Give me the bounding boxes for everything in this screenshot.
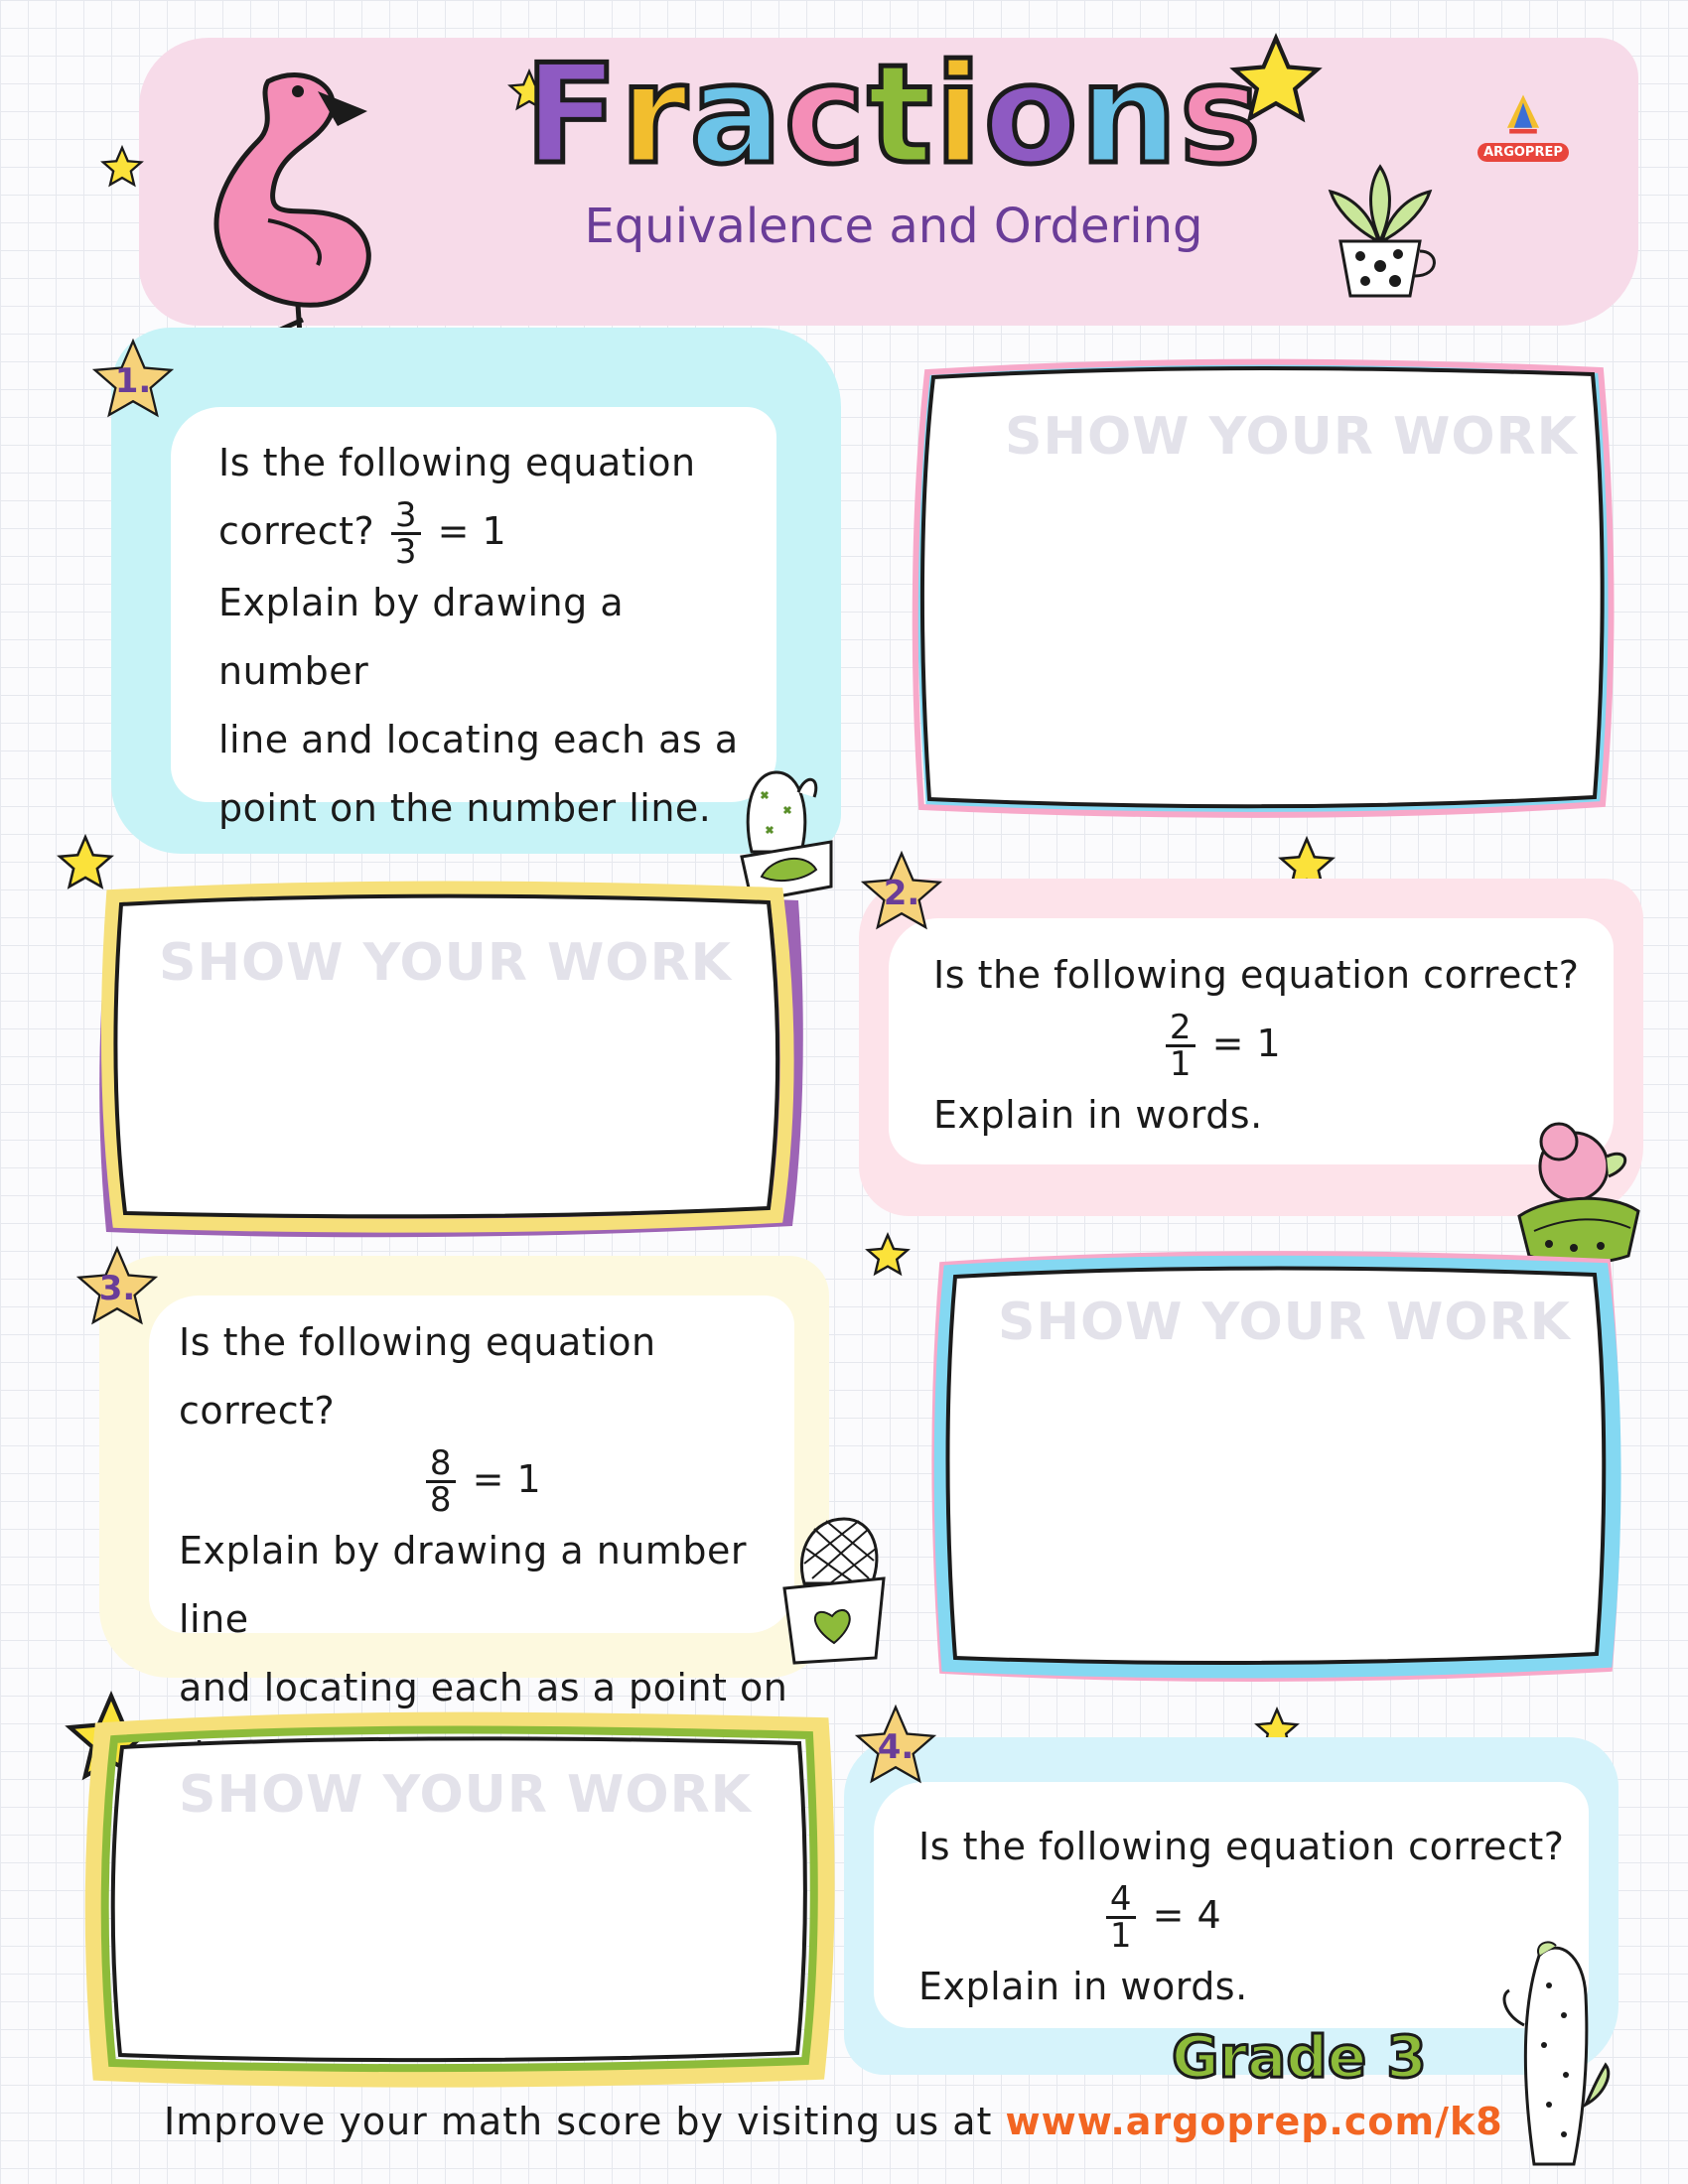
- question-number: 2.: [883, 874, 920, 913]
- numerator: 4: [1106, 1882, 1136, 1919]
- title-letter: o: [983, 35, 1080, 195]
- text-line: Explain in words.: [933, 1093, 1263, 1137]
- title-letter: n: [1079, 35, 1180, 195]
- equation-line: [218, 495, 774, 572]
- grade-label: Grade 3: [1172, 2023, 1427, 2091]
- text-line: Explain in words.: [918, 1965, 1248, 2008]
- footer-text: Improve your math score by visiting us at: [164, 2100, 993, 2143]
- cactus-heart-pot-icon: [765, 1509, 904, 1668]
- text-line: Is the following equation: [218, 441, 696, 484]
- question-number: 3.: [98, 1269, 136, 1308]
- star-icon: [99, 144, 145, 190]
- work-box-3-label: SHOW YOUR WORK: [998, 1293, 1571, 1352]
- title-letter: s: [1179, 35, 1263, 195]
- footer-link[interactable]: www.argoprep.com/k8: [1005, 2100, 1503, 2143]
- title-letter: t: [867, 35, 935, 195]
- text-line: and locating each as a point on: [179, 1666, 788, 1709]
- denominator: 1: [1169, 1044, 1192, 1084]
- title-letter: r: [620, 35, 690, 195]
- logo-icon: [1500, 91, 1546, 137]
- question-2-text: [933, 941, 1589, 1150]
- fraction: [1166, 1008, 1196, 1084]
- title-letter: c: [783, 35, 868, 195]
- denominator: 8: [429, 1480, 452, 1520]
- equation-line: [750, 1879, 1574, 1956]
- work-box-1-label: SHOW YOUR WORK: [1005, 407, 1578, 467]
- equation-rhs: = 1: [1211, 1022, 1282, 1065]
- work-box-2-label: SHOW YOUR WORK: [159, 933, 732, 993]
- page-subtitle: Equivalence and Ordering: [584, 199, 1203, 254]
- numerator: 3: [391, 498, 421, 535]
- text-line: Is the following equation correct?: [179, 1320, 656, 1433]
- question-1-number-badge: [87, 334, 179, 425]
- question-3-number-badge: [71, 1241, 163, 1332]
- equation-rhs: = 1: [472, 1457, 542, 1501]
- question-1-text: [218, 429, 774, 843]
- succulent-plant-icon: [1311, 157, 1450, 306]
- text-line: Explain by drawing a number line: [179, 1529, 747, 1641]
- denominator: 1: [1109, 1916, 1132, 1956]
- star-icon: [864, 1231, 912, 1279]
- title-letter: a: [689, 35, 784, 195]
- title-letter: i: [934, 35, 984, 195]
- question-4-text: [918, 1813, 1574, 2021]
- equation-line: [854, 1008, 1589, 1084]
- fraction: [1106, 1879, 1136, 1956]
- text-line: correct?: [218, 509, 375, 553]
- equation-line: [149, 1443, 814, 1520]
- fraction: [426, 1443, 456, 1520]
- question-number: 4.: [877, 1727, 914, 1767]
- text-line: point on the number line.: [218, 786, 712, 830]
- logo-text: ARGOPREP: [1477, 143, 1569, 162]
- footer: [164, 2100, 1503, 2143]
- argoprep-logo: [1474, 91, 1573, 162]
- tall-cactus-icon: [1494, 1936, 1623, 2174]
- text-line: Is the following equation correct?: [933, 953, 1580, 997]
- title-letter: F: [524, 35, 621, 195]
- question-2-number-badge: [856, 846, 947, 937]
- text-line: Is the following equation correct?: [918, 1825, 1565, 1868]
- fraction: [391, 495, 421, 572]
- text-line: line and locating each as a: [218, 718, 739, 761]
- question-number: 1.: [114, 361, 152, 401]
- numerator: 8: [426, 1446, 456, 1483]
- page-title: [516, 35, 1271, 195]
- denominator: 3: [394, 532, 417, 572]
- text-line: Explain by drawing a number: [218, 581, 625, 693]
- equation-rhs: = 4: [1152, 1893, 1222, 1937]
- numerator: 2: [1166, 1011, 1196, 1047]
- question-4-number-badge: [850, 1700, 941, 1791]
- work-box-4-label: SHOW YOUR WORK: [179, 1765, 752, 1825]
- equation-rhs: = 1: [437, 509, 507, 553]
